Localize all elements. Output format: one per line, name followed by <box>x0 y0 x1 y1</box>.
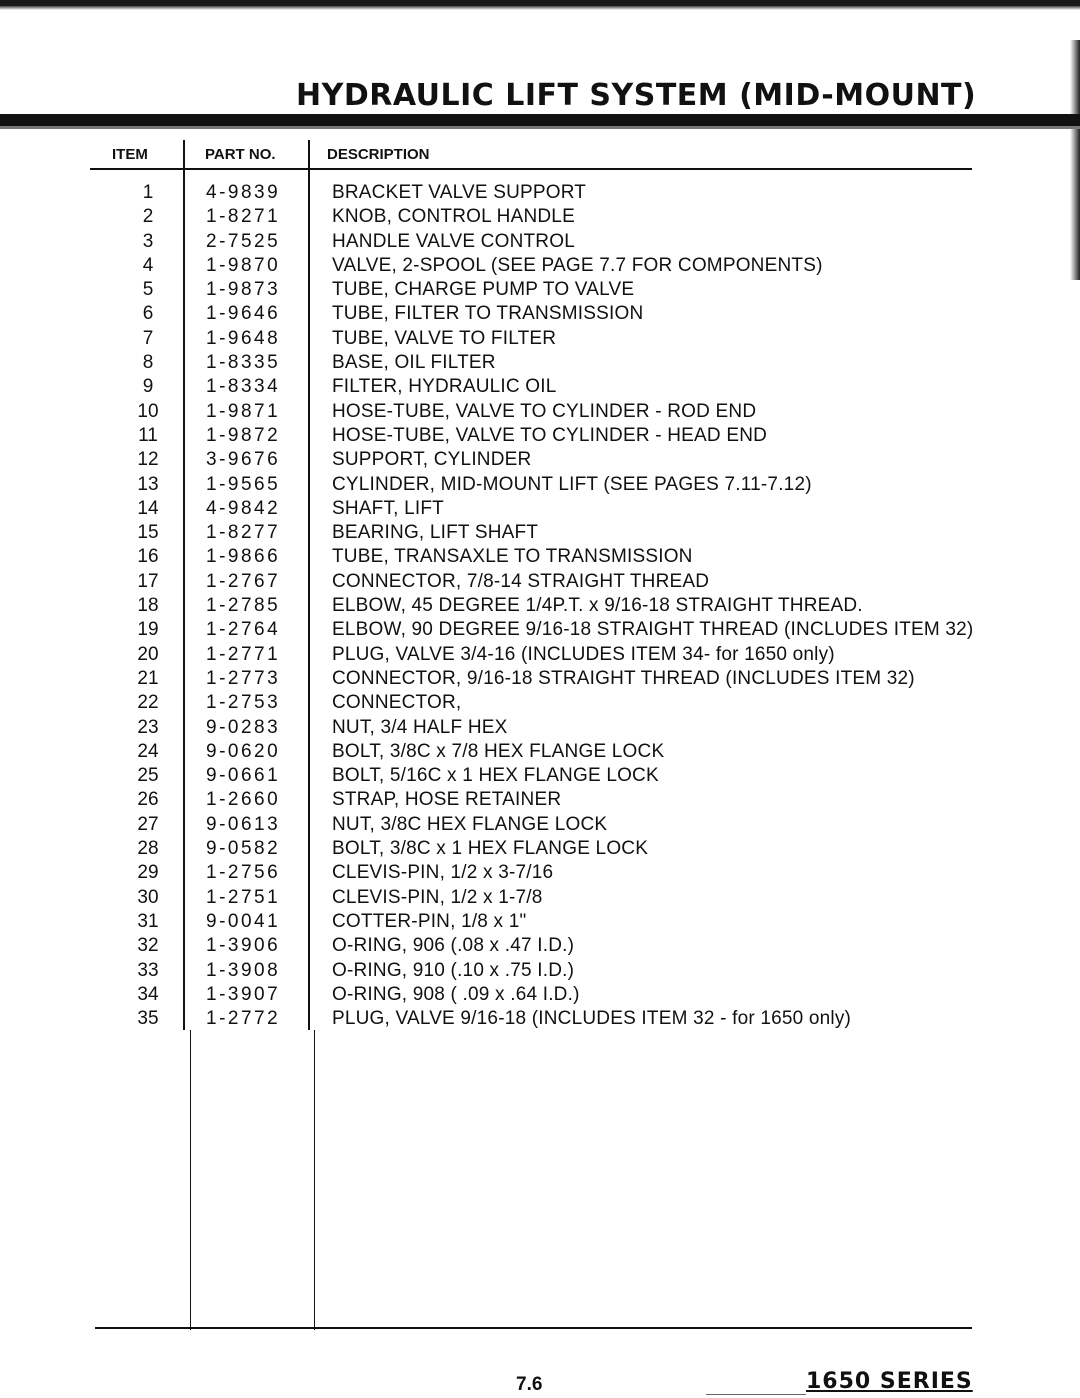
part-number: 1-2660 <box>206 789 281 811</box>
item-number: 2 <box>142 206 154 228</box>
part-description: TUBE, CHARGE PUMP TO VALVE <box>332 279 635 301</box>
part-description: TUBE, TRANSAXLE TO TRANSMISSION <box>332 546 693 568</box>
table-row <box>0 644 1080 668</box>
item-number: 14 <box>137 497 159 519</box>
part-number: 1-8335 <box>206 352 281 374</box>
item-number: 4 <box>142 254 154 276</box>
table-row <box>0 182 1080 206</box>
table-row <box>0 255 1080 279</box>
item-number: 8 <box>142 352 154 374</box>
part-number: 1-2772 <box>206 1008 281 1030</box>
table-row <box>0 595 1080 619</box>
part-description: SUPPORT, CYLINDER <box>332 449 532 471</box>
part-description: KNOB, CONTROL HANDLE <box>332 206 575 228</box>
part-number: 1-9871 <box>206 400 281 422</box>
part-description: BOLT, 5/16C x 1 HEX FLANGE LOCK <box>332 765 659 787</box>
part-number: 1-9870 <box>206 254 281 276</box>
bottom-rule <box>95 1327 972 1329</box>
part-number: 1-3908 <box>206 959 281 981</box>
item-number: 13 <box>137 473 159 495</box>
table-row <box>0 352 1080 376</box>
title-rule-shadow <box>0 126 1080 129</box>
item-number: 29 <box>137 862 159 884</box>
table-row <box>0 911 1080 935</box>
item-number: 17 <box>137 570 159 592</box>
item-number: 20 <box>137 643 159 665</box>
table-row <box>0 960 1080 984</box>
item-number: 18 <box>137 595 159 617</box>
part-description: FILTER, HYDRAULIC OIL <box>332 376 557 398</box>
series-label: 1650 SERIES <box>806 1369 973 1394</box>
part-description: O-RING, 906 (.08 x .47 I.D.) <box>332 935 575 957</box>
part-description: BOLT, 3/8C x 7/8 HEX FLANGE LOCK <box>332 740 665 762</box>
parts-table-body <box>0 182 1080 1032</box>
part-description: HANDLE VALVE CONTROL <box>332 230 575 252</box>
part-number: 3-9676 <box>206 449 281 471</box>
part-description: HOSE-TUBE, VALVE TO CYLINDER - HEAD END <box>332 424 768 446</box>
item-number: 33 <box>137 959 159 981</box>
header-rule <box>90 168 972 170</box>
part-description: ELBOW, 90 DEGREE 9/16-18 STRAIGHT THREAD (INCLUDES ITEM 32) <box>332 619 974 641</box>
part-description: BRACKET VALVE SUPPORT <box>332 182 587 203</box>
item-number: 12 <box>137 449 159 471</box>
table-row <box>0 303 1080 327</box>
series-leader-line <box>706 1394 806 1395</box>
table-row <box>0 1008 1080 1032</box>
part-description: BASE, OIL FILTER <box>332 352 496 374</box>
part-number: 1-9872 <box>206 424 281 446</box>
item-number: 19 <box>137 619 159 641</box>
table-row <box>0 935 1080 959</box>
table-row <box>0 838 1080 862</box>
part-number: 1-9873 <box>206 279 281 301</box>
table-row <box>0 717 1080 741</box>
part-number: 1-8271 <box>206 206 281 228</box>
column-header-description: DESCRIPTION <box>327 146 430 163</box>
table-row <box>0 206 1080 230</box>
part-description: BOLT, 3/8C x 1 HEX FLANGE LOCK <box>332 838 649 860</box>
part-description: BEARING, LIFT SHAFT <box>332 522 539 544</box>
table-row <box>0 376 1080 400</box>
item-number: 6 <box>142 303 154 325</box>
item-number: 10 <box>137 400 159 422</box>
part-number: 1-3906 <box>206 935 281 957</box>
table-row <box>0 231 1080 255</box>
part-number: 1-2753 <box>206 692 281 714</box>
part-description: PLUG, VALVE 3/4-16 (INCLUDES ITEM 34- for 1650 only) <box>332 643 835 665</box>
item-number: 30 <box>137 886 159 908</box>
table-row <box>0 789 1080 813</box>
part-number: 1-9646 <box>206 303 281 325</box>
part-number: 1-2771 <box>206 643 281 665</box>
part-description: CYLINDER, MID-MOUNT LIFT (SEE PAGES 7.11-7.12) <box>332 473 812 495</box>
item-number: 27 <box>137 813 159 835</box>
column-header-part-no: PART NO. <box>205 146 276 163</box>
item-number: 5 <box>142 279 154 301</box>
item-number: 15 <box>137 522 159 544</box>
item-number: 11 <box>138 424 158 446</box>
column-divider-2-lower <box>314 1030 315 1330</box>
item-number: 32 <box>137 935 159 957</box>
item-number: 21 <box>137 667 159 689</box>
table-row <box>0 765 1080 789</box>
part-number: 9-0283 <box>206 716 281 738</box>
item-number: 24 <box>137 740 159 762</box>
table-row <box>0 425 1080 449</box>
item-number: 9 <box>142 376 154 398</box>
item-number: 3 <box>142 230 154 252</box>
table-row <box>0 279 1080 303</box>
table-row <box>0 498 1080 522</box>
table-row <box>0 546 1080 570</box>
part-description: TUBE, FILTER TO TRANSMISSION <box>332 303 644 325</box>
part-description: VALVE, 2-SPOOL (SEE PAGE 7.7 FOR COMPONENTS) <box>332 254 823 276</box>
part-number: 1-9648 <box>206 327 281 349</box>
part-description: ELBOW, 45 DEGREE 1/4P.T. x 9/16-18 STRAIGHT THREAD. <box>332 595 863 617</box>
table-row <box>0 474 1080 498</box>
part-number: 9-0661 <box>206 765 281 787</box>
part-description: O-RING, 908 ( .09 x .64 I.D.) <box>332 983 580 1005</box>
table-row <box>0 692 1080 716</box>
table-row <box>0 668 1080 692</box>
part-description: NUT, 3/8C HEX FLANGE LOCK <box>332 813 608 835</box>
part-number: 1-2756 <box>206 862 281 884</box>
item-number: 22 <box>137 692 159 714</box>
item-number: 25 <box>137 765 159 787</box>
part-number: 1-9565 <box>206 473 281 495</box>
table-row <box>0 887 1080 911</box>
item-number: 7 <box>142 327 154 349</box>
part-number: 1-2751 <box>206 886 281 908</box>
column-header-item: ITEM <box>112 146 148 163</box>
part-number: 1-3907 <box>206 983 281 1005</box>
table-row <box>0 862 1080 886</box>
part-description: CONNECTOR, 9/16-18 STRAIGHT THREAD (INCLUDES ITEM 32) <box>332 667 915 689</box>
part-description: TUBE, VALVE TO FILTER <box>332 327 557 349</box>
part-number: 1-9866 <box>206 546 281 568</box>
part-description: HOSE-TUBE, VALVE TO CYLINDER - ROD END <box>332 400 757 422</box>
item-number: 1 <box>142 182 154 203</box>
part-description: COTTER-PIN, 1/8 x 1" <box>332 910 527 932</box>
part-number: 9-0613 <box>206 813 281 835</box>
table-row <box>0 522 1080 546</box>
item-number: 34 <box>137 983 159 1005</box>
part-number: 9-0582 <box>206 838 281 860</box>
part-description: CONNECTOR, <box>332 692 462 714</box>
item-number: 16 <box>137 546 159 568</box>
page-title: HYDRAULIC LIFT SYSTEM (MID-MOUNT) <box>296 78 977 113</box>
item-number: 28 <box>137 838 159 860</box>
part-number: 9-0041 <box>206 910 281 932</box>
part-number: 1-2767 <box>206 570 281 592</box>
part-number: 2-7525 <box>206 230 281 252</box>
part-description: CONNECTOR, 7/8-14 STRAIGHT THREAD <box>332 570 710 592</box>
part-number: 1-2785 <box>206 595 281 617</box>
table-row <box>0 741 1080 765</box>
title-rule <box>0 114 1080 126</box>
part-description: SHAFT, LIFT <box>332 497 444 519</box>
part-number: 1-8334 <box>206 376 281 398</box>
table-row <box>0 328 1080 352</box>
item-number: 35 <box>137 1008 159 1030</box>
part-number: 4-9839 <box>206 182 281 203</box>
part-description: O-RING, 910 (.10 x .75 I.D.) <box>332 959 575 981</box>
page-number: 7.6 <box>516 1374 543 1395</box>
part-description: CLEVIS-PIN, 1/2 x 1-7/8 <box>332 886 543 908</box>
part-number: 1-2764 <box>206 619 281 641</box>
item-number: 31 <box>137 910 159 932</box>
part-number: 1-8277 <box>206 522 281 544</box>
part-number: 4-9842 <box>206 497 281 519</box>
part-number: 1-2773 <box>206 667 281 689</box>
column-divider-1-lower <box>190 1030 191 1330</box>
item-number: 26 <box>137 789 159 811</box>
table-row <box>0 571 1080 595</box>
part-description: STRAP, HOSE RETAINER <box>332 789 562 811</box>
item-number: 23 <box>137 716 159 738</box>
table-row <box>0 984 1080 1008</box>
table-row <box>0 449 1080 473</box>
table-row <box>0 619 1080 643</box>
part-description: CLEVIS-PIN, 1/2 x 3-7/16 <box>332 862 554 884</box>
page-top-shadow <box>0 6 1080 10</box>
table-row <box>0 814 1080 838</box>
part-description: NUT, 3/4 HALF HEX <box>332 716 508 738</box>
part-number: 9-0620 <box>206 740 281 762</box>
table-row <box>0 401 1080 425</box>
part-description: PLUG, VALVE 9/16-18 (INCLUDES ITEM 32 - for 1650 only) <box>332 1008 852 1030</box>
